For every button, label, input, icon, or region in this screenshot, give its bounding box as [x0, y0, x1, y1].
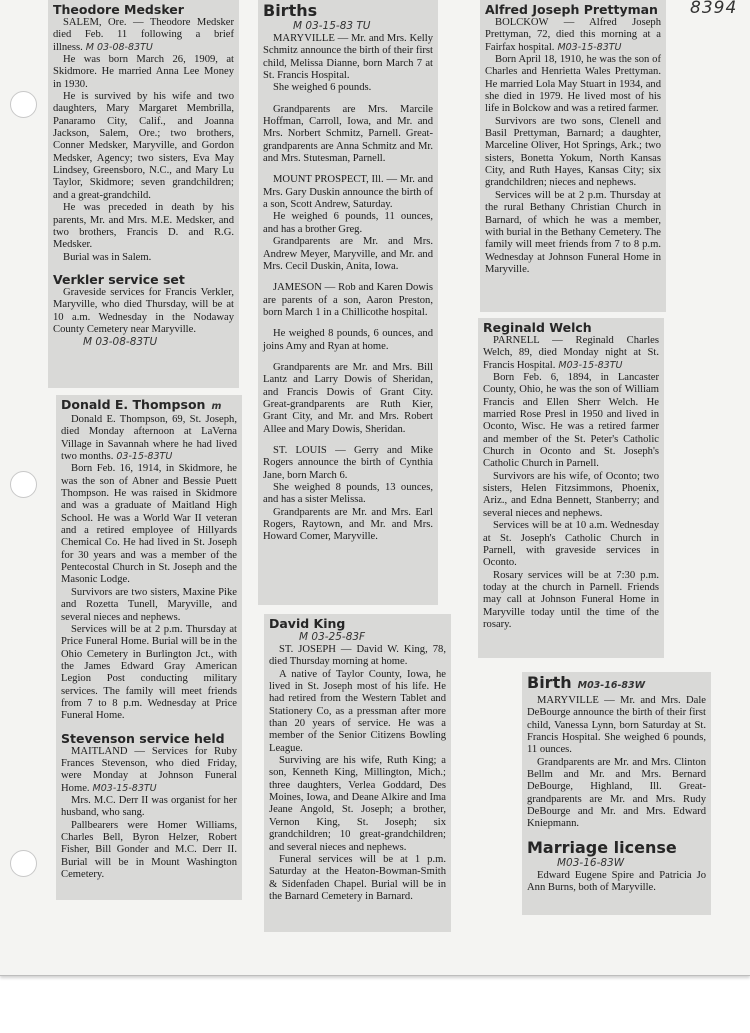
paragraph	[263, 33, 433, 82]
clipping-heading	[53, 272, 234, 287]
paragraph	[483, 335, 659, 372]
heading-text: Alfred Joseph Prettyman	[485, 2, 658, 17]
clipping-welch	[478, 318, 664, 658]
paragraph-text: Born Feb. 16, 1914, in Skidmore, he was the son of Abner and Bessie Puett Thompson. He was raised in Skidmore and was a graduate of Maitland High School. He was a World War II veteran and a retired employee of Hillyards Chemical Co. He had lived in St. Joseph for 30 years and was a member of the Pentecostal Church in St. Joseph and the Masonic Lodge.	[61, 463, 237, 586]
paragraph-text: Grandparents are Mr. and Mrs. Andrew Meyer, Maryville, and Mr. and Mrs. Cecil Duskin, Anita, Iowa.	[263, 236, 433, 272]
paragraph-text: Survivors are his wife, of Oconto; two sisters, Helen Fitzsimmons, Phoenix, Ariz., and Edna Bennett, Stanberry; and several nieces and nephews.	[483, 470, 659, 519]
heading-text: Theodore Medsker	[53, 2, 184, 17]
paragraph-text: MAITLAND — Services for Ruby Frances Stevenson, who died Friday, were Monday at Johnson Funeral Home.	[61, 745, 237, 794]
handwritten-note: M 03-08-83TU	[85, 41, 153, 53]
paragraph-text: Born Feb. 6, 1894, in Lancaster County, Ohio, he was the son of William Francis and Ellen Sherr Welch. He married Rose Presl in 1950 and lived in Oconto, Wisc. He was a retired farmer and member of the St. Peter's Catholic Church in Oconto and St. Joseph's Catholic Church in Parnell.	[483, 372, 659, 470]
paragraph	[53, 287, 234, 336]
paragraph-text: Rosary services will be at 7:30 p.m. today at the church in Parnell. Friends may call at Johnson Funeral Home in Maryville today until the time of the rosary.	[483, 569, 659, 630]
heading-text: Reginald Welch	[483, 320, 592, 335]
paragraph-text: He was born March 26, 1909, at Skidmore. He married Anna Lee Money in 1930.	[53, 54, 234, 90]
paragraph-text: Survivors are two sisters, Maxine Pike and Rozetta Tunell, Maryville, and several nieces and nephews.	[61, 586, 237, 623]
paragraph-text: MOUNT PROSPECT, Ill. — Mr. and Mrs. Gary Duskin announce the birth of a son, Scott Andrew, Saturday.	[263, 174, 433, 211]
heading-text: Verkler service set	[53, 271, 185, 287]
paragraph	[263, 362, 433, 436]
paragraph-text: Edward Eugene Spire and Patricia Jo Ann Burns, both of Maryville.	[527, 869, 706, 894]
paragraph	[483, 520, 659, 569]
paragraph-text: Donald E. Thompson, 69, St. Joseph, died Monday afternoon at LaVerna Village in Savannah where he had lived two months.	[61, 414, 237, 463]
handwritten-note: M03-15-83TU	[558, 359, 623, 371]
paragraph-text: Surviving are his wife, Ruth King; a son, Kenneth King, Millington, Mich.; three daughters, Verlea Goddard, Des Moines, Iowa, and Deane Alkire and Ima Jeane Angold, St. Joseph; a brother, Vernon King, St. Joseph; six grandchildren; 10 great-grandchildren; and several nieces and nephews.	[269, 755, 446, 853]
paragraph	[263, 211, 433, 236]
paragraph	[53, 54, 234, 91]
paragraph	[263, 507, 433, 544]
paragraph	[263, 482, 433, 507]
paragraph	[263, 236, 433, 273]
clipping-david-king	[264, 614, 451, 932]
paragraph	[263, 82, 433, 94]
paragraph-text: JAMESON — Rob and Karen Dowis are parents of a son, Aaron Preston, born March 1 in a Chillicothe hospital.	[263, 282, 433, 318]
handwritten-note: M03-16-83W	[577, 680, 646, 691]
clipping-medsker-verkler	[48, 0, 239, 388]
paragraph-text: Services will be at 10 a.m. Wednesday at St. Joseph's Catholic Church in Parnell, with graveside services in Oconto.	[483, 520, 659, 569]
paragraph-text: Services will be at 2 p.m. Thursday at Price Funeral Home. Burial will be in the Ohio Cemetery in Burlington Jct., with the James Edward Gray American Legion Post conducting military services. The family will meet friends from 7 to 8 p.m. Wednesday at Price Funeral Home.	[61, 623, 237, 722]
paragraph-text: Funeral services will be at 1 p.m. Saturday at the Heaton-Bowman-Smith & Sidenfaden Chapel. Burial will be in the Barnard Cemetery in Barnard.	[269, 853, 446, 902]
paragraph-text: SALEM, Ore. — Theodore Medsker died Feb. 11 following a brief illness.	[53, 17, 234, 53]
handwritten-note: M03-16-83W	[557, 856, 625, 869]
punch-hole	[10, 850, 37, 877]
paragraph-text: Grandparents are Mr. and Mrs. Earl Rogers, Raytown, and Mr. and Mrs. Howard Comer, Maryville.	[263, 506, 433, 543]
heading-text: Births	[263, 1, 318, 20]
paragraph	[53, 17, 234, 54]
paragraph-text: PARNELL — Reginald Charles Welch, 89, died Monday night at St. Francis Hospital.	[483, 335, 659, 371]
clipping-heading	[61, 731, 237, 746]
clipping-heading	[53, 2, 234, 17]
clipping-births	[258, 0, 438, 605]
paragraph-text: Grandparents are Mr. and Mrs. Bill Lantz and Larry Dowis of Sheridan, and Francis Dowis of Grant City. Great-grandparents are Ruth Kier, Grant City, and Mr. and Mrs. Robert Allee and Mary Dowis, Sheridan.	[263, 361, 433, 435]
paragraph-text: Grandparents are Mr. and Mrs. Clinton Bellm and Mr. and Mrs. Bernard DeBourge, Highland, Ill. Great-grandparents are Mr. and Mrs. Rudy DeBourge and Mr. and Mrs. Edward Kniepmann.	[527, 756, 706, 830]
clipping-heading	[527, 674, 706, 695]
paragraph-text: ST. LOUIS — Gerry and Mike Rogers announce the birth of Cynthia Jane, born March 6.	[263, 444, 433, 481]
paragraph-text: ST. JOSEPH — David W. King, 78, died Thursday morning at home.	[269, 644, 446, 668]
paragraph	[53, 91, 234, 202]
paragraph	[269, 854, 446, 903]
paragraph-text: She weighed 8 pounds, 13 ounces, and has a sister Melissa.	[263, 482, 433, 506]
paragraph	[483, 372, 659, 471]
clipping-prettyman	[480, 0, 666, 312]
handwritten-note: m	[211, 401, 222, 412]
paragraph-text: BOLCKOW — Alfred Joseph Prettyman, 72, died this morning at a Fairfax hospital.	[485, 17, 661, 53]
paragraph	[527, 757, 706, 831]
paragraph-text: He weighed 6 pounds, 11 ounces, and has a brother Greg.	[263, 211, 433, 235]
paragraph	[263, 328, 433, 353]
paragraph	[61, 795, 237, 820]
paragraph	[269, 644, 446, 669]
paragraph	[485, 54, 661, 116]
paragraph	[527, 870, 706, 895]
heading-text: Birth	[527, 673, 572, 692]
paragraph	[61, 624, 237, 723]
paragraph-text: MARYVILLE — Mr. and Mrs. Kelly Schmitz announce the birth of their first child, Melissa Dianne, born March 7 at St. Francis Hospital.	[263, 33, 433, 82]
paragraph-text: MARYVILLE — Mr. and Mrs. Dale DeBourge announce the birth of their first child, Vanessa Lynn, born Saturday at St. Francis Hospital. She weighed 6 pounds, 11 ounces.	[527, 695, 706, 756]
heading-text: Marriage license	[527, 837, 677, 857]
paragraph	[485, 17, 661, 54]
paragraph-text: Grandparents are Mrs. Marcile Hoffman, Carroll, Iowa, and Mr. and Mrs. Norbert Schmitz, Parnell. Great-grandparents are Anna Schmitz and Mr. and Mrs. Stutesman, Parnell.	[263, 103, 433, 165]
paragraph	[483, 471, 659, 520]
paragraph	[263, 104, 433, 166]
paragraph	[53, 202, 234, 251]
paragraph-text: Services will be at 2 p.m. Thursday at the rural Bethany Christian Church in Barnard, of which he was a member, with burial in the Bethany Cemetery. The family will meet friends from 7 to 8 p.m. Wednesday at Johnson Funeral Home in Maryville.	[485, 189, 661, 275]
handwritten-note: 03-15-83TU	[116, 451, 173, 463]
clipping-heading	[263, 2, 433, 20]
handwritten-note: M03-15-83TU	[557, 41, 622, 53]
handwritten-note: M 03-15-83 TU	[293, 20, 371, 32]
clipping-heading	[485, 2, 661, 17]
clipping-thompson-stevenson	[56, 395, 242, 900]
paragraph	[61, 414, 237, 463]
paragraph-text: She weighed 6 pounds.	[273, 82, 372, 94]
paragraph-text: Pallbearers were Homer Williams, Charles Bell, Byron Helzer, Robert Fisher, Bill Gonder and M.C. Derr II. Burial will be in Mount Washington Cemetery.	[61, 819, 237, 881]
punch-hole	[10, 91, 37, 118]
paragraph	[269, 755, 446, 854]
paragraph-text: Survivors are two sons, Clenell and Basil Prettyman, Barnard; a daughter, Marceline Oliver, Hot Springs, Ark.; two sisters, Bonetta Yokum, North Kansas City, and Ruth Hayes, Kansas City; six grandchildren; nieces and nephews.	[485, 115, 661, 189]
paragraph	[527, 695, 706, 757]
paragraph-text: He is survived by his wife and two daughters, Mary Margaret Membrilla, Panaramo City, Calif., and Joanna Jackson, Salem, Ore.; two brothers, Conner Medsker, Maryville, and Gordon Medsker, Agency; two sisters, Eva May Lindsey, Greensboro, N.C., and Mary Lu Taylor, Skidmore; seven grandchildren; and a great-grandchild.	[53, 91, 234, 201]
paragraph	[485, 190, 661, 276]
clipping-heading	[61, 397, 237, 414]
paragraph	[61, 463, 237, 586]
paragraph-text: Born April 18, 1910, he was the son of Charles and Henrietta Wales Prettyman. He married Lola May Stuart in 1934, and she died in 1979. He lived most of his life in Bolckow and was a retired farmer.	[485, 54, 661, 115]
paragraph	[61, 820, 237, 882]
clipping-heading	[483, 320, 659, 335]
paragraph	[61, 587, 237, 624]
paragraph-text: He was preceded in death by his parents, Mr. and Mrs. M.E. Medsker, and two brothers, Francis D. and R.G. Medsker.	[53, 202, 234, 251]
paragraph-text: Mrs. M.C. Derr II was organist for her husband, who sang.	[61, 794, 237, 819]
paragraph	[61, 746, 237, 795]
paragraph	[263, 445, 433, 482]
heading-text: Donald E. Thompson	[61, 397, 206, 412]
paragraph-text: A native of Taylor County, Iowa, he lived in St. Joseph most of his life. He had retired from the Western Tablet and Stationery Co, as a pressman after more than 20 years of service. He was a member of the Senior Citizens Bowling League.	[269, 668, 446, 754]
paragraph	[483, 570, 659, 632]
handwritten-note: M 03-25-83F	[299, 631, 366, 643]
handwritten-note: M 03-08-83TU	[83, 336, 158, 349]
paragraph-text: Burial was in Salem.	[63, 251, 152, 263]
paragraph-text: Graveside services for Francis Verkler, Maryville, who died Thursday, will be at 10 a.m. Wednesday in the Nodaway County Cemetery near Maryville.	[53, 286, 234, 335]
clipping-birth-marriage	[522, 672, 711, 915]
paragraph	[53, 252, 234, 264]
paragraph	[269, 669, 446, 755]
paragraph	[263, 282, 433, 319]
punch-hole	[10, 471, 37, 498]
clipping-heading	[527, 839, 706, 857]
paragraph	[263, 174, 433, 211]
page-number: 8394	[690, 0, 738, 18]
paragraph-text: He weighed 8 pounds, 6 ounces, and joins Amy and Ryan at home.	[263, 328, 433, 352]
heading-text: David King	[269, 616, 346, 631]
heading-text: Stevenson service held	[61, 730, 225, 746]
paragraph	[485, 116, 661, 190]
handwritten-note: M03-15-83TU	[92, 782, 157, 794]
clipping-heading	[269, 616, 446, 631]
